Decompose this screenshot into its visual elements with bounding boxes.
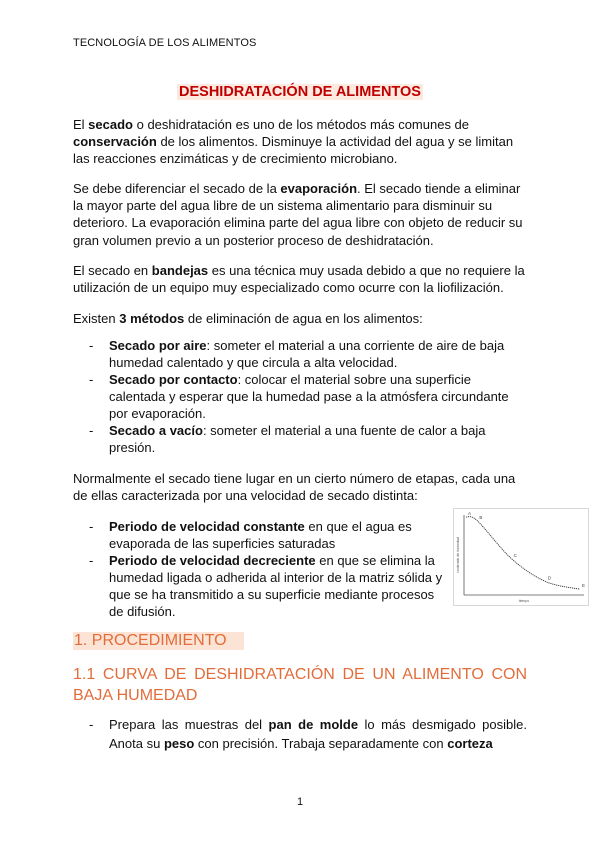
text: Prepara las muestras del [109,717,269,732]
bold-term: conservación [73,134,157,150]
bold-term: Secado por aire [109,338,207,353]
subsection-heading-line1: 1.1 CURVA DE DESHIDRATACIÓN DE UN ALIMENTO CON [73,666,527,683]
text: en que se elimina la humedad ligada o adherida al interior de la matriz sólida y que se ha transmitido a su superficie mediante procesos de difusión. [109,553,443,619]
text: Existen [73,311,120,326]
bold-term: corteza [447,735,493,751]
drying-curve-line [466,514,580,590]
text: en que el agua es evaporada de las superficies saturadas [109,519,412,551]
list-item [89,716,527,753]
dash-bullet: - [89,519,94,534]
drying-curve-figure [453,508,589,606]
text: es una técnica muy usada debido a que no requiere la utilización de un equipo muy especializado como ocurre con la liofilización. [73,263,525,296]
text: : colocar el material sobre una superficie calentada y esperar que la humedad pase a la atmósfera circundante por evaporación. [109,372,509,421]
list-item [89,371,525,422]
list-item [89,337,525,371]
paragraph-trays [73,262,529,296]
document-title [0,84,600,100]
point-label: D [547,575,552,581]
text: : someter el material a una fuente de calor a baja presión. [109,423,486,455]
text: Se debe diferenciar el secado de la [73,181,281,196]
text: de los alimentos. Disminuye la actividad del agua y se limitan las reacciones enzimáticas y de crecimiento microbiano. [73,134,514,167]
drying-curve-chart [454,509,588,605]
bold-term: Secado por contacto [109,372,238,387]
subsection-heading-line2: BAJA HUMEDAD [73,687,198,704]
bold-term: Secado a vacío [109,423,203,438]
paragraph-methods-intro [73,310,529,327]
bold-term: Periodo de velocidad constante [109,519,305,534]
dash-bullet: - [89,717,94,732]
bold-term: pan de molde [268,717,359,732]
dash-bullet: - [89,423,94,438]
paragraph-stages: Normalmente el secado tiene lugar en un cierto número de etapas, cada una de ellas caracterizada por una velocidad de secado distinta: [73,471,516,504]
y-axis-label: contenido de humedad [456,537,460,573]
dash-bullet: - [89,338,94,353]
procedure-list [89,716,527,753]
text: o deshidratación es uno de los métodos más comunes de [132,117,470,132]
list-item [89,552,449,620]
x-axis-label: tiempo [518,599,530,603]
dash-bullet: - [89,553,94,568]
text: El [73,117,89,132]
bold-term: peso [163,735,195,751]
document-title-text: DESHIDRATACIÓN DE ALIMENTOS [179,84,421,100]
text: El secado en [73,263,152,278]
point-labels [468,511,585,588]
paragraph-intro [73,116,529,168]
bold-term: bandejas [151,263,209,278]
page-number: 1 [296,796,304,808]
bold-term: Periodo de velocidad decreciente [109,553,316,568]
dash-bullet: - [89,372,94,387]
text: de eliminación de agua en los alimentos: [184,311,423,326]
list-item [89,422,525,456]
point-label: A [468,511,472,516]
bold-term: secado [88,117,133,132]
text: . El secado tiende a eliminar la mayor parte del agua libre de un sistema alimentario para disminuir su deterioro. La evaporación elimina parte del agua libre con objeto de reducir su gran volumen previo a un posterior proceso de deshidratación. [73,181,523,248]
subsection-heading [73,664,527,706]
point-label: B [479,514,483,520]
bold-term: evaporación [280,181,358,196]
text: : someter el material a una corriente de aire de baja humedad calentado y que circula a alta velocidad. [109,338,505,370]
point-label: E [582,583,586,589]
point-label: C [513,552,517,558]
running-header: TECNOLOGÍA DE LOS ALIMENTOS [73,37,257,49]
text: con precisión. Trabaja separadamente con [194,735,448,751]
section-heading-procedure: 1. PROCEDIMIENTO [73,632,244,650]
periods-list [89,518,449,620]
methods-list [89,337,525,456]
text: lo más desmigado posible. Anota su [109,717,527,751]
paragraph-evaporation [73,180,529,249]
bold-term: 3 métodos [119,311,185,326]
list-item [89,518,449,552]
